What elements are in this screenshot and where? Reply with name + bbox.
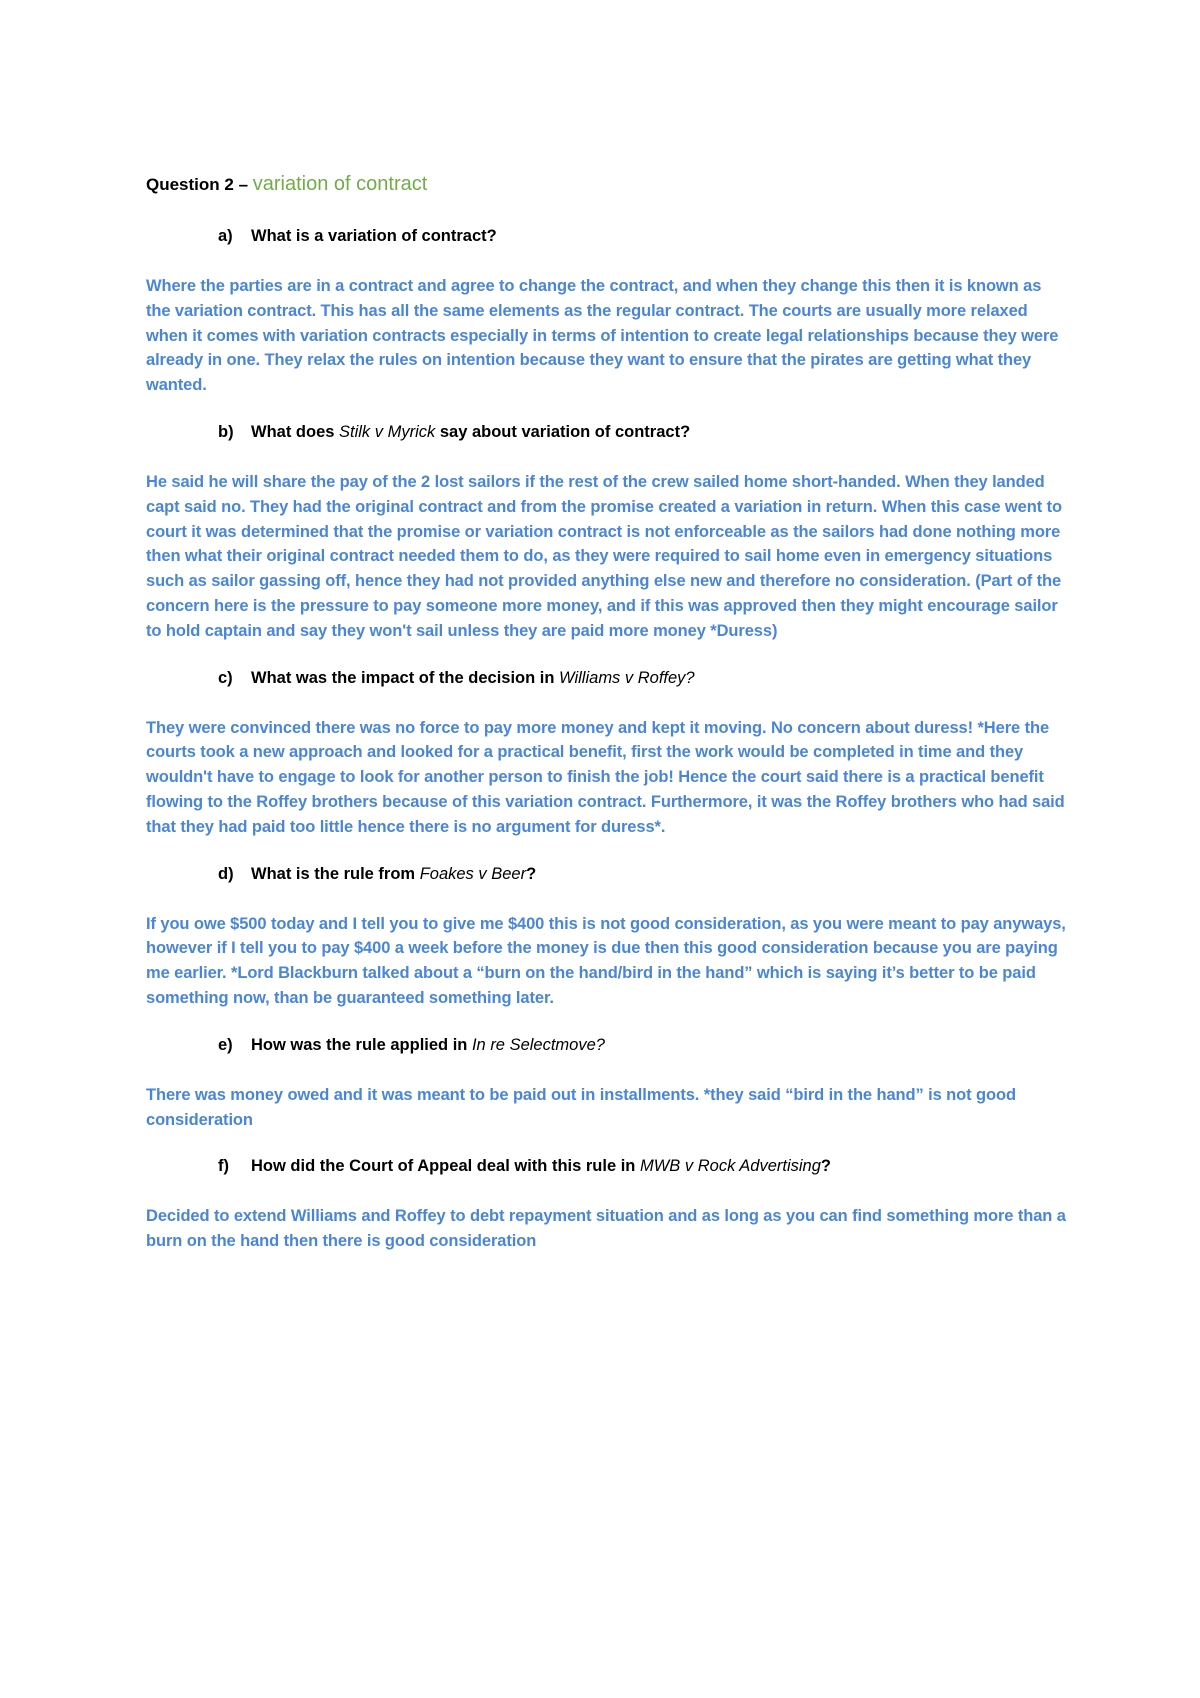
question-c <box>146 667 1066 689</box>
question-text <box>251 1034 605 1056</box>
answer-b: He said he will share the pay of the 2 lost sailors if the rest of the crew sailed home short-handed. When they landed capt said no. They had the original contract and from the promise created a variation in return. When this case went to court it was determined that the promise or variation contract is not enforceable as the sailors had done nothing more then what their original contract needed them to do, as they were required to sail home even in emergency situations such as sailor gassing off, hence they had not provided anything else new and therefore no consideration. (Part of the concern here is the pressure to pay someone more money, and if this was approved then they might encourage sailor to hold captain and say they won't sail unless they are paid more money *Duress) <box>146 472 1062 640</box>
question-text <box>251 225 497 247</box>
question-text <box>251 863 536 885</box>
question-text-part: What does <box>251 422 340 441</box>
question-text <box>251 667 695 689</box>
question-text-part: How did the Court of Appeal deal with this rule in <box>251 1157 640 1176</box>
answer-a: Where the parties are in a contract and agree to change the contract, and when they change this then it is known as the variation contract. This has all the same elements as the regular contract. The courts are usually more relaxed when it comes with variation contracts especially in terms of intention to create legal relationships because they were already in one. They relax the rules on intention because they want to ensure that the pirates are getting what they wanted. <box>146 277 1059 395</box>
question-text <box>251 421 690 443</box>
question-letter: d) <box>218 864 234 883</box>
answer-f: Decided to extend Williams and Roffey to debt repayment situation and as long as you can find something more than a burn on the hand then there is good consideration <box>146 1207 1066 1251</box>
question-text-part: What is the rule from <box>251 864 420 883</box>
case-name: Foakes v Beer <box>419 864 527 883</box>
title-topic: variation of contract <box>252 173 428 195</box>
document-content <box>146 172 1066 1277</box>
page-title <box>146 172 1066 197</box>
question-letter: c) <box>218 668 233 687</box>
answer-e: There was money owed and it was meant to be paid out in installments. *they said “bird in the hand” is not good consideration <box>146 1085 1016 1129</box>
case-name: In re Selectmove? <box>471 1035 605 1054</box>
question-text-part: say about variation of contract? <box>435 422 691 441</box>
question-letter: a) <box>218 227 233 245</box>
question-letter: b) <box>218 422 234 441</box>
question-f <box>146 1155 1066 1177</box>
question-letter: f) <box>218 1157 229 1176</box>
question-text-part: What was the impact of the decision in <box>251 668 560 687</box>
question-text-part: How was the rule applied in <box>251 1035 472 1054</box>
question-text-part: ? <box>820 1157 832 1176</box>
question-text <box>251 1155 831 1177</box>
question-letter: e) <box>218 1035 233 1054</box>
question-text-part: What is a variation of contract? <box>251 227 497 245</box>
question-e <box>146 1034 1066 1056</box>
answer-d: If you owe $500 today and I tell you to give me $400 this is not good consideration, as you were meant to pay anyways, however if I tell you to pay $400 a week before the money is due then this good consideration because you are paying me earlier. *Lord Blackburn talked about a “burn on the hand/bird in the hand” which is saying it’s better to be paid something now, than be guaranteed something later. <box>146 914 1066 1007</box>
question-d <box>146 863 1066 885</box>
answer-c: They were convinced there was no force to pay more money and kept it moving. No concern about duress! *Here the courts took a new approach and looked for a practical benefit, first the work would be completed in time and they wouldn't have to engage to look for another person to finish the job! Hence the court said there is a practical benefit flowing to the Roffey brothers because of this variation contract. Furthermore, it was the Roffey brothers who had said that they had paid too little hence there is no argument for duress*. <box>146 718 1065 836</box>
case-name: MWB v Rock Advertising <box>639 1157 821 1176</box>
title-prefix: Question 2 – <box>146 175 253 194</box>
case-name: Williams v Roffey? <box>559 668 695 687</box>
case-name: Stilk v Myrick <box>339 422 436 441</box>
question-a <box>146 225 1066 247</box>
question-text-part: ? <box>526 864 537 883</box>
question-b <box>146 421 1066 443</box>
